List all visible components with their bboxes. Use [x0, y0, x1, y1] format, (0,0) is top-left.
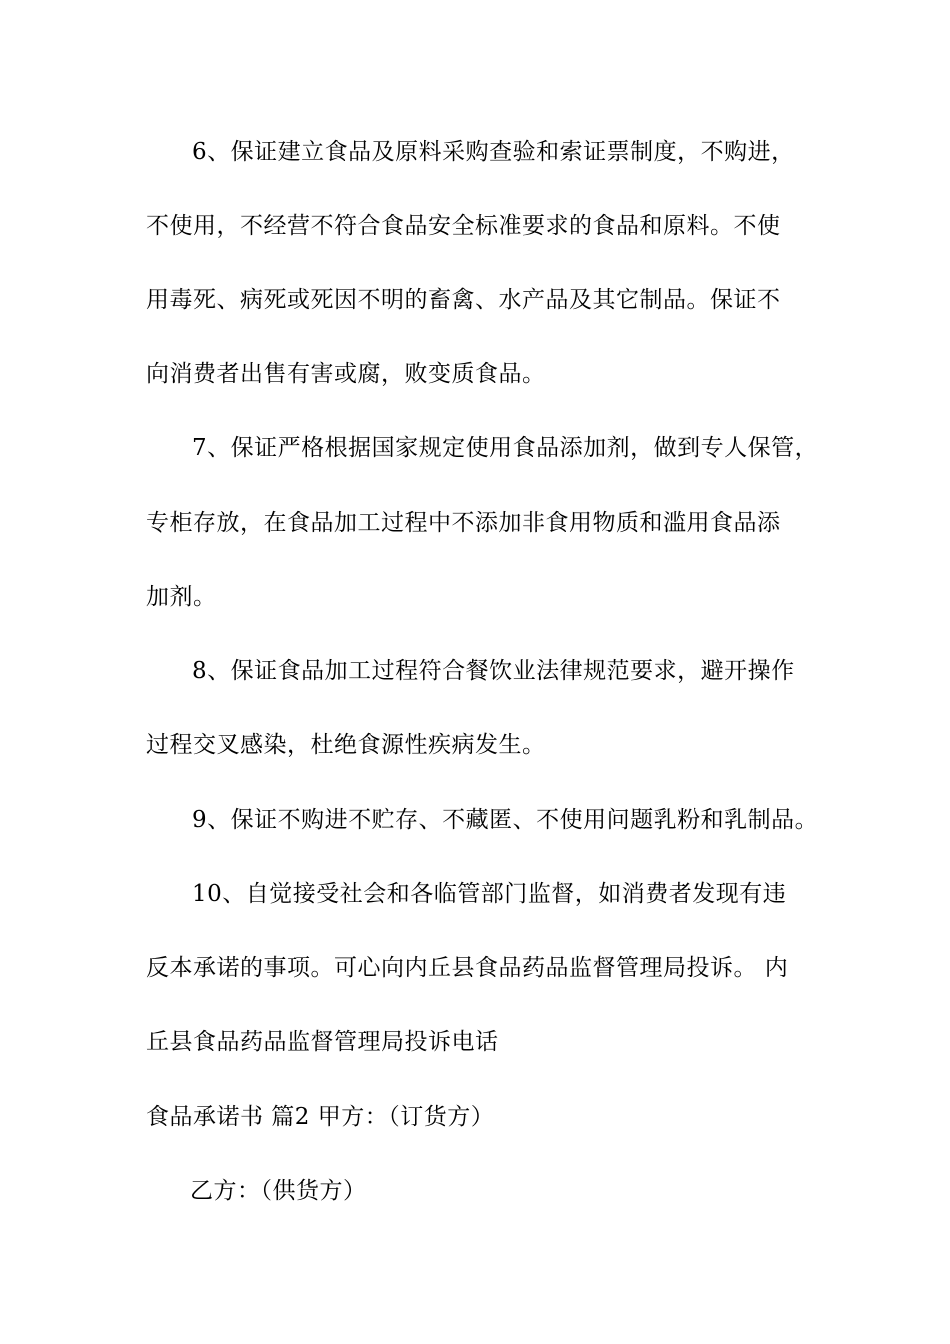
paragraph-10-line-2: 反本承诺的事项。可心向内丘县食品药品监督管理局投诉。 内 [146, 955, 789, 981]
paragraph-7-line-1: 7、保证严格根据国家规定使用食品添加剂，做到专人保管， [192, 435, 819, 461]
paragraph-6-line-3: 用毒死、病死或死因不明的畜禽、水产品及其它制品。保证不 [146, 287, 781, 313]
paragraph-9-line-1: 9、保证不购进不贮存、不藏匿、不使用问题乳粉和乳制品。 [192, 807, 819, 833]
paragraph-6-line-4: 向消费者出售有害或腐，败变质食品。 [146, 361, 546, 387]
paragraph-8-line-2: 过程交叉感染，杜绝食源性疾病发生。 [146, 732, 546, 758]
section-heading-party-a: 食品承诺书 篇2 甲方：（订货方） [146, 1104, 495, 1130]
paragraph-6-line-1: 6、保证建立食品及原料采购查验和索证票制度，不购进， [192, 139, 795, 165]
paragraph-6-line-2: 不使用，不经营不符合食品安全标准要求的食品和原料。不使 [146, 213, 781, 239]
paragraph-7-line-3: 加剂。 [146, 584, 217, 610]
party-b-line: 乙方：（供货方） [190, 1178, 367, 1204]
paragraph-8-line-1: 8、保证食品加工过程符合餐饮业法律规范要求，避开操作 [192, 658, 795, 684]
paragraph-10-line-1: 10、自觉接受社会和各临管部门监督，如消费者发现有违 [192, 881, 787, 907]
paragraph-7-line-2: 专柜存放，在食品加工过程中不添加非食用物质和滥用食品添 [146, 510, 781, 536]
paragraph-10-line-3: 丘县食品药品监督管理局投诉电话 [146, 1029, 499, 1055]
